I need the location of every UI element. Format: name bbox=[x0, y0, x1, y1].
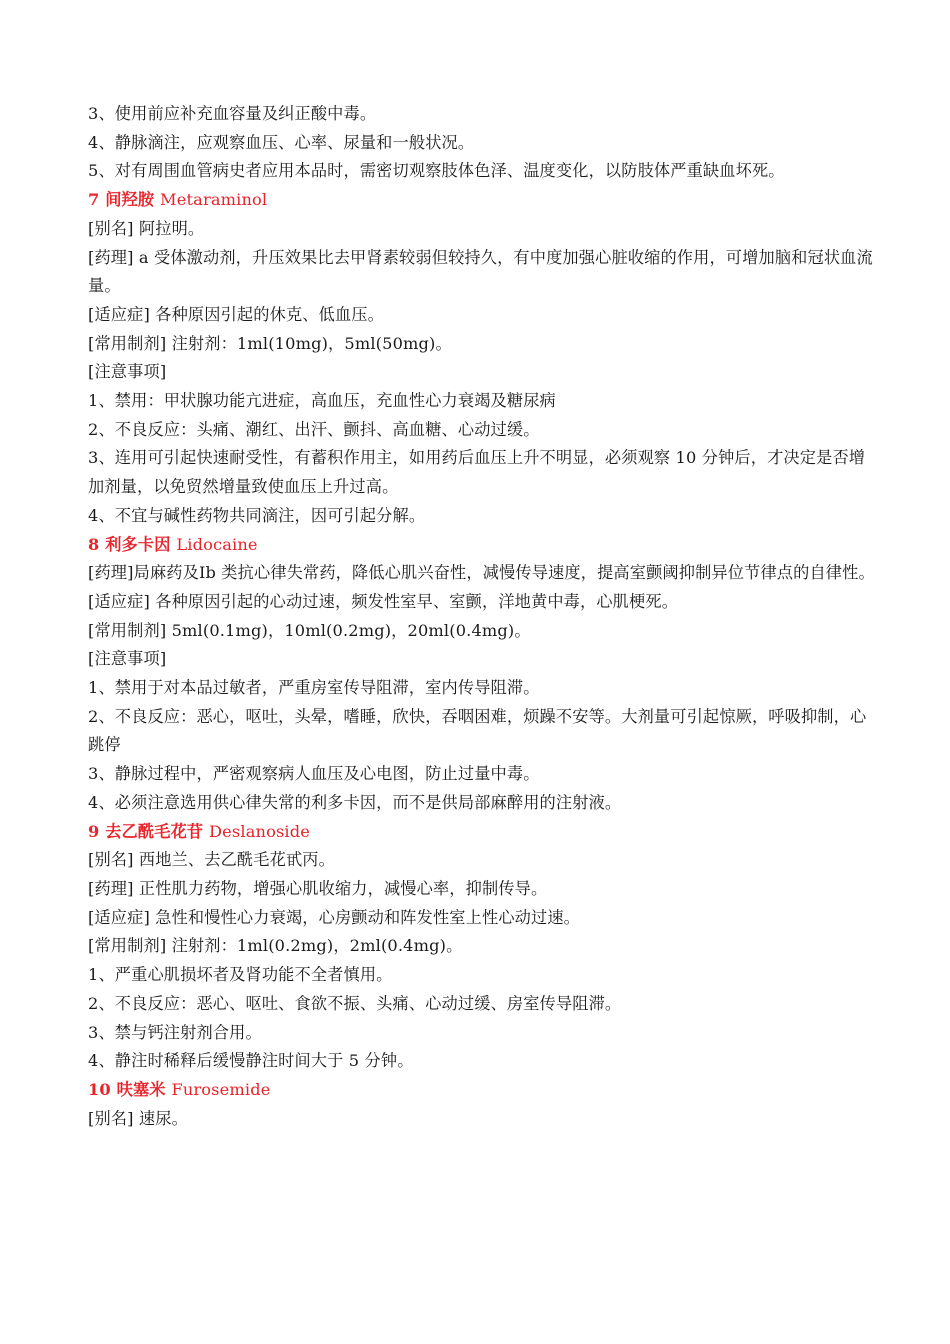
section-number: 10 bbox=[88, 1079, 111, 1099]
body-line: [注意事项] bbox=[88, 362, 167, 382]
body-line: 1、禁用：甲状腺功能亢进症，高血压，充血性心力衰竭及糖尿病 bbox=[88, 391, 556, 411]
section-heading-furosemide bbox=[88, 1076, 878, 1105]
body-line: [别名] 速尿。 bbox=[88, 1108, 188, 1128]
section-en-name: Lidocaine bbox=[176, 534, 258, 554]
body-line: [药理] a 受体激动剂，升压效果比去甲肾素较弱但较持久，有中度加强心脏收缩的作用，可增加脑和冠状血流量。 bbox=[88, 247, 873, 296]
body-line: [别名] 西地兰、去乙酰毛花甙丙。 bbox=[88, 850, 335, 870]
section-cn-name: 去乙酰毛花苷 bbox=[105, 821, 204, 841]
section-number: 7 bbox=[88, 190, 100, 210]
section-heading-deslanoside bbox=[88, 818, 878, 847]
body-line: [注意事项] bbox=[88, 649, 167, 669]
body-line: [药理] 正性肌力药物，增强心肌收缩力，减慢心率，抑制传导。 bbox=[88, 878, 548, 898]
document-page bbox=[88, 100, 878, 1133]
body-line: 1、禁用于对本品过敏者，严重房室传导阻滞，室内传导阻滞。 bbox=[88, 678, 540, 698]
section-heading-metaraminol bbox=[88, 186, 878, 215]
body-line: [常用制剂] 注射剂：1ml(0.2mg)，2ml(0.4mg)。 bbox=[88, 936, 463, 956]
section-cn-name: 利多卡因 bbox=[105, 534, 171, 554]
section-en-name: Deslanoside bbox=[209, 821, 310, 841]
body-line: 4、必须注意选用供心律失常的利多卡因，而不是供局部麻醉用的注射液。 bbox=[88, 792, 622, 812]
body-line: [适应症] 各种原因引起的休克、低血压。 bbox=[88, 304, 384, 324]
section-heading-lidocaine bbox=[88, 531, 878, 560]
section-number: 9 bbox=[88, 821, 100, 841]
body-line: 1、严重心肌损坏者及肾功能不全者慎用。 bbox=[88, 965, 393, 985]
body-line: [适应症] 急性和慢性心力衰竭，心房颤动和阵发性室上性心动过速。 bbox=[88, 907, 581, 927]
body-line: 2、不良反应：恶心、呕吐、食欲不振、头痛、心动过缓、房室传导阻滞。 bbox=[88, 993, 622, 1013]
body-line: [常用制剂] 注射剂：1ml(10mg)，5ml(50mg)。 bbox=[88, 333, 452, 353]
body-line: 3、连用可引起快速耐受性，有蓄积作用主，如用药后血压上升不明显，必须观察 10 分钟后，才决定是否增加剂量，以免贸然增量致使血压上升过高。 bbox=[88, 448, 866, 497]
section-cn-name: 呋塞米 bbox=[116, 1079, 166, 1099]
intro-line: 4、静脉滴注，应观察血压、心率、尿量和一般状况。 bbox=[88, 132, 475, 152]
body-line: 3、禁与钙注射剂合用。 bbox=[88, 1022, 262, 1042]
body-line: [常用制剂] 5ml(0.1mg)，10ml(0.2mg)，20ml(0.4mg)。 bbox=[88, 620, 531, 640]
section-en-name: Furosemide bbox=[171, 1079, 271, 1099]
body-line: [适应症] 各种原因引起的心动过速，频发性室早、室颤，洋地黄中毒，心肌梗死。 bbox=[88, 591, 679, 611]
intro-line: 5、对有周围血管病史者应用本品时，需密切观察肢体色泽、温度变化，以防肢体严重缺血坏死。 bbox=[88, 161, 785, 181]
body-line: 4、不宜与碱性药物共同滴注，因可引起分解。 bbox=[88, 505, 426, 525]
body-line: 4、静注时稀释后缓慢静注时间大于 5 分钟。 bbox=[88, 1051, 414, 1071]
body-line: [药理]局麻药及Ⅰb 类抗心律失常药，降低心肌兴奋性，减慢传导速度，提高室颤阈抑制异位节律点的自律性。 bbox=[88, 563, 875, 583]
intro-line: 3、使用前应补充血容量及纠正酸中毒。 bbox=[88, 104, 377, 123]
section-cn-name: 间羟胺 bbox=[105, 190, 155, 210]
section-en-name: Metaraminol bbox=[160, 190, 268, 210]
section-number: 8 bbox=[88, 534, 100, 554]
body-line: 2、不良反应：头痛、潮红、出汗、颤抖、高血糖、心动过缓。 bbox=[88, 419, 540, 439]
body-line: [别名] 阿拉明。 bbox=[88, 218, 205, 238]
body-line: 2、不良反应：恶心，呕吐，头晕，嗜睡，欣快，吞咽困难，烦躁不安等。大剂量可引起惊厥，呼吸抑制，心跳停 bbox=[88, 706, 867, 755]
body-line: 3、静脉过程中，严密观察病人血压及心电图，防止过量中毒。 bbox=[88, 764, 540, 784]
